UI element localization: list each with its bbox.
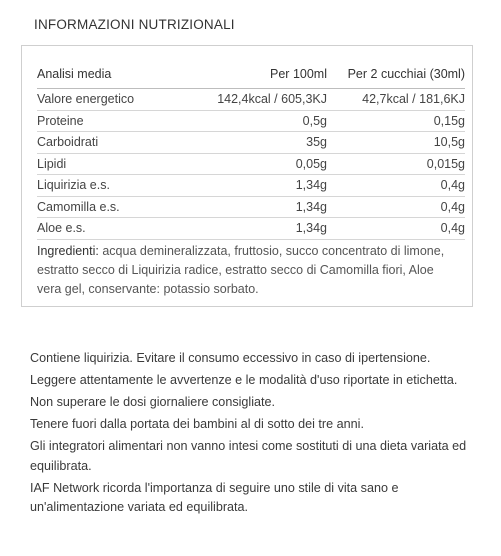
- table-row: [37, 132, 465, 154]
- value-per-serving: 0,4g: [327, 175, 465, 197]
- warning-text: Contiene liquirizia. Evitare il consumo eccessivo in caso di ipertensione.: [30, 351, 431, 365]
- value-per-100ml: 0,05g: [163, 153, 327, 175]
- nutrition-box: [21, 45, 473, 307]
- value-per-serving: 0,4g: [327, 196, 465, 218]
- table-row: [37, 110, 465, 132]
- warnings-section: [30, 349, 485, 520]
- table-row: [37, 218, 465, 240]
- value-per-serving: 0,15g: [327, 110, 465, 132]
- value-per-serving: 10,5g: [327, 132, 465, 154]
- value-per-serving: 42,7kcal / 181,6KJ: [327, 89, 465, 111]
- warning-text: IAF Network ricorda l'importanza di seguire uno stile di vita sano e un'alimentazione variata ed equilibrata.: [30, 480, 399, 514]
- value-per-100ml: 35g: [163, 132, 327, 154]
- ingredients-text: [37, 242, 457, 299]
- warning-text: Leggere attentamente le avvertenze e le modalità d'uso riportate in etichetta.: [30, 373, 458, 387]
- value-per-100ml: 1,34g: [163, 196, 327, 218]
- table-row: [37, 175, 465, 197]
- nutrition-table: [37, 59, 465, 240]
- nutrient-name: Proteine: [37, 110, 163, 132]
- ingredients-label: Ingredienti:: [37, 244, 99, 258]
- section-heading: INFORMAZIONI NUTRIZIONALI: [34, 17, 235, 32]
- value-per-serving: 0,4g: [327, 218, 465, 240]
- value-per-serving: 0,015g: [327, 153, 465, 175]
- table-row: [37, 89, 465, 111]
- ingredients-list: acqua demineralizzata, fruttosio, succo concentrato di limone, estratto secco di Liquirizia radice, estratto secco di Camomilla fiori, Aloe vera gel, conservante: potassio sorbato.: [37, 244, 445, 296]
- warning-text: Non superare le dosi giornaliere consigliate.: [30, 395, 276, 409]
- nutrient-name: Liquirizia e.s.: [37, 175, 163, 197]
- warning-text: Gli integratori alimentari non vanno intesi come sostituti di una dieta variata ed equilibrata.: [30, 439, 467, 473]
- value-per-100ml: 1,34g: [163, 218, 327, 240]
- value-per-100ml: 142,4kcal / 605,3KJ: [163, 89, 327, 111]
- table-row: [37, 196, 465, 218]
- nutrient-name: Carboidrati: [37, 132, 163, 154]
- nutrient-name: Camomilla e.s.: [37, 196, 163, 218]
- column-header: Per 2 cucchiai (30ml): [327, 59, 465, 89]
- value-per-100ml: 1,34g: [163, 175, 327, 197]
- table-row: [37, 153, 465, 175]
- nutrient-name: Valore energetico: [37, 89, 163, 111]
- value-per-100ml: 0,5g: [163, 110, 327, 132]
- warning-text: Tenere fuori dalla portata dei bambini al di sotto dei tre anni.: [30, 417, 364, 431]
- nutrient-name: Aloe e.s.: [37, 218, 163, 240]
- nutrient-name: Lipidi: [37, 153, 163, 175]
- column-header: Analisi media: [37, 59, 163, 89]
- table-header-row: [37, 59, 465, 89]
- column-header: Per 100ml: [163, 59, 327, 89]
